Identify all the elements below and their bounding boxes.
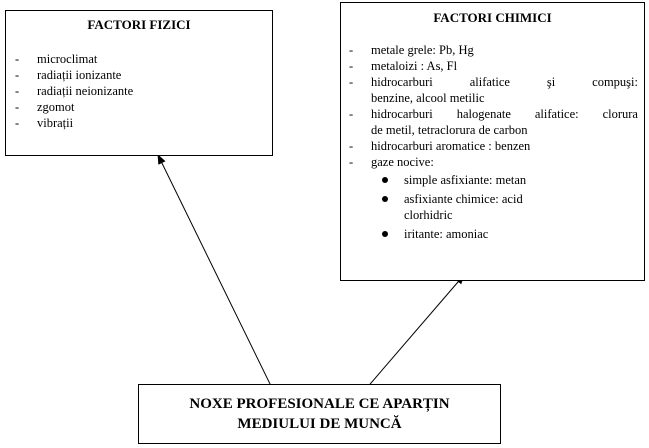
factori-chimici-title: FACTORI CHIMICI <box>433 10 552 25</box>
list-item: - radiații neionizante <box>15 84 134 98</box>
factori-fizici-list <box>15 51 272 131</box>
list-item: - metaloizi : As, Fl <box>349 59 458 73</box>
factori-chimici-box <box>340 2 645 281</box>
noxe-profesionale-box <box>138 384 501 444</box>
list-item: - hidrocarburi halogenate alifatice: clorura de metil, tetraclorura de carbon <box>349 107 638 137</box>
list-item: - hidrocarburi alifatice şi compuşi: benzine, alcool metilic <box>349 75 638 105</box>
factori-chimici-list <box>349 42 638 242</box>
bullet-icon <box>382 196 388 202</box>
factori-fizici-box <box>5 10 273 156</box>
bullet-icon <box>382 177 388 183</box>
list-item: - radiații ionizante <box>15 68 122 82</box>
list-item: - gaze nocive: simple asfixiante: metan asfixiante chimice: acid clorhidric iritante: amoniac <box>349 154 638 242</box>
list-item: iritante: amoniac <box>349 226 638 242</box>
gaze-nocive-sublist <box>349 172 638 242</box>
arrow-to-factori-fizici <box>158 155 272 388</box>
bullet-icon <box>382 231 388 237</box>
list-item: - metale grele: Pb, Hg <box>349 43 474 57</box>
list-item: asfixiante chimice: acid clorhidric <box>349 191 638 223</box>
noxe-title-line-1: NOXE PROFESIONALE CE APARȚIN <box>189 396 450 412</box>
factori-fizici-title: FACTORI FIZICI <box>87 17 191 32</box>
list-item: - microclimat <box>15 52 98 66</box>
list-item: - vibrații <box>15 116 74 130</box>
list-item: - zgomot <box>15 100 75 114</box>
list-item: - hidrocarburi aromatice : benzen <box>349 139 531 153</box>
arrow-to-factori-chimici <box>365 275 464 390</box>
list-item: simple asfixiante: metan <box>349 172 638 188</box>
noxe-title-line-2: MEDIULUI DE MUNCĂ <box>237 416 402 432</box>
